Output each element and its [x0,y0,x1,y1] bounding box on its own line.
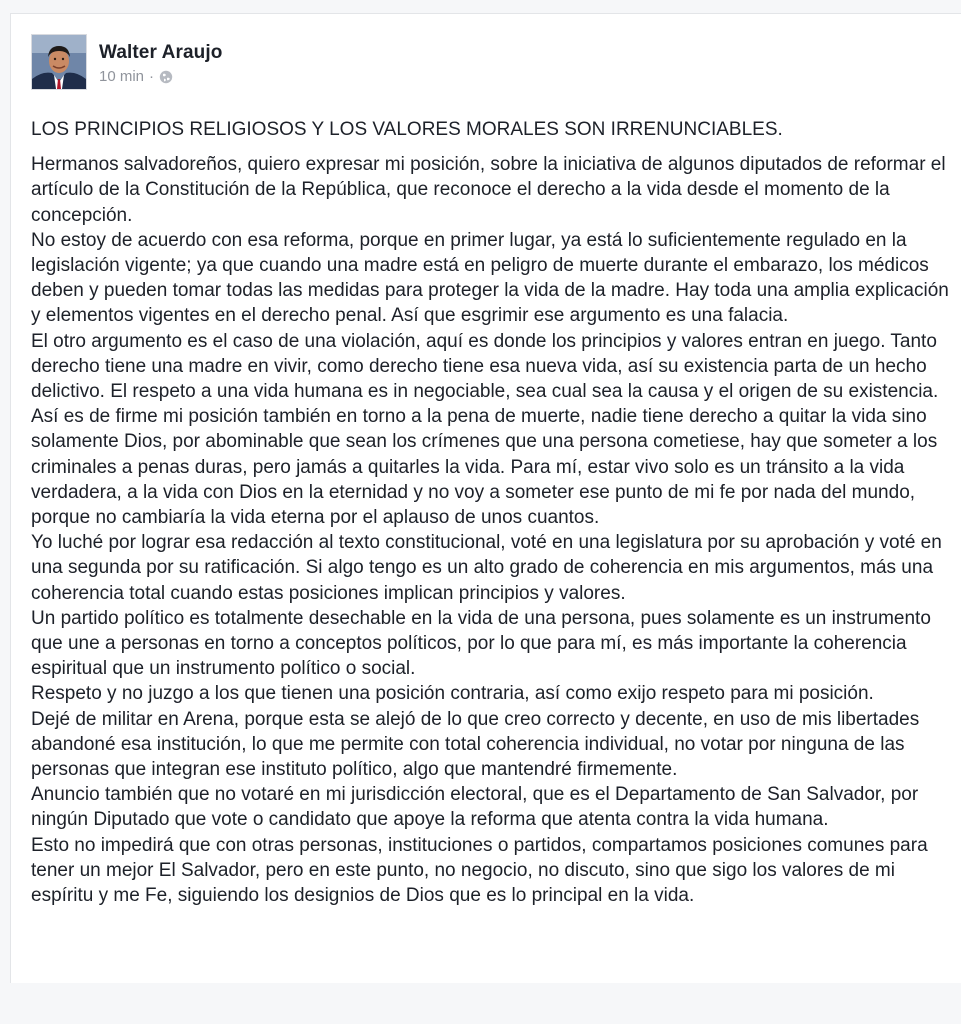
post-timestamp-line [99,68,222,85]
author-name[interactable]: Walter Araujo [99,42,223,63]
post-paragraph: Yo luché por lograr esa redacción al texto constitucional, voté en una legislatura por su aprobación y voté en una segunda por su ratificación. Si algo tengo es un alto grado de coherencia en mis argumentos, más una coherencia total cuando estas posiciones implican principios y valores. [31,532,942,604]
post-meta [99,34,222,85]
post-time[interactable]: 10 min [99,68,145,85]
avatar-image [32,35,86,89]
separator-dot: · [149,68,155,85]
post-header [31,34,222,90]
globe-icon[interactable] [159,70,173,84]
post-paragraph: El otro argumento es el caso de una violación, aquí es donde los principios y valores entran en juego. Tanto derecho tiene una madre en vivir, como derecho tiene esa nueva vida, así su existencia parta de un hecho delictivo. El respeto a una vida humana es in negociable, sea cual sea la causa y el origen de su existencia. Así es de firme mi posición también en torno a la pena de muerte, nadie tiene derecho a quitar la vida sino solamente Dios, por abominable que sean los crímenes que una persona cometiese, hay que someter a los criminales a penas duras, pero jamás a quitarles la vida. Para mí, estar vivo solo es un tránsito a la vida verdadera, a la vida con Dios en la eternidad y no voy a someter ese punto de mi fe por nada del mundo, porque no cambiaría la vida eterna por el aplauso de unos cuantos. [31,330,939,529]
post-paragraph: Anuncio también que no votaré en mi jurisdicción electoral, que es el Departamento de San Salvador, por ningún Diputado que vote o candidato que apoye la reforma que atenta contra la vida humana. [31,784,919,831]
post-paragraph: Respeto y no juzgo a los que tienen una posición contraria, así como exijo respeto para mi posición. [31,683,874,705]
avatar[interactable] [31,34,87,90]
post-paragraph: Dejé de militar en Arena, porque esta se alejó de lo que creo correcto y decente, en uso de mis libertades abandoné esa institución, lo que me permite con total coherencia individual, no votar por ninguna de las personas que integran ese instituto político, algo que mantendré firmemente. [31,708,920,781]
post-paragraph: Esto no impedirá que con otras personas, instituciones o partidos, compartamos posiciones comunes para tener un mejor El Salvador, pero en este punto, no negocio, no discuto, sino que sigo los valores de mi espíritu y me Fe, siguiendo los designios de Dios que es lo principal en la vida. [31,834,928,907]
post-paragraph: Un partido político es totalmente desechable en la vida de una persona, pues solamente es un instrumento que une a personas en torno a conceptos políticos, por lo que para mí, es más importante la coherencia espiritual que un instrumento político o social. [31,607,931,680]
post-body [31,117,956,908]
post-paragraph: No estoy de acuerdo con esa reforma, porque en primer lugar, ya está lo suficientemente regulado en la legislación vigente; ya que cuando una madre está en peligro de muerte durante el embarazo, los médicos deben y pueden tomar todas las medidas para proteger la vida de la madre. Hay toda una amplia explicación y elementos vigentes en el derecho penal. Así que esgrimir ese argumento es una falacia. [31,229,949,327]
page-background-strip [0,983,961,1024]
post-paragraph: Hermanos salvadoreños, quiero expresar mi posición, sobre la iniciativa de algunos diputados de reformar el artículo de la Constitución de la República, que reconoce el derecho a la vida desde el momento de la concepción. [31,154,946,226]
post-card [10,13,961,983]
post-title: LOS PRINCIPIOS RELIGIOSOS Y LOS VALORES MORALES SON IRRENUNCIABLES. [31,119,783,140]
